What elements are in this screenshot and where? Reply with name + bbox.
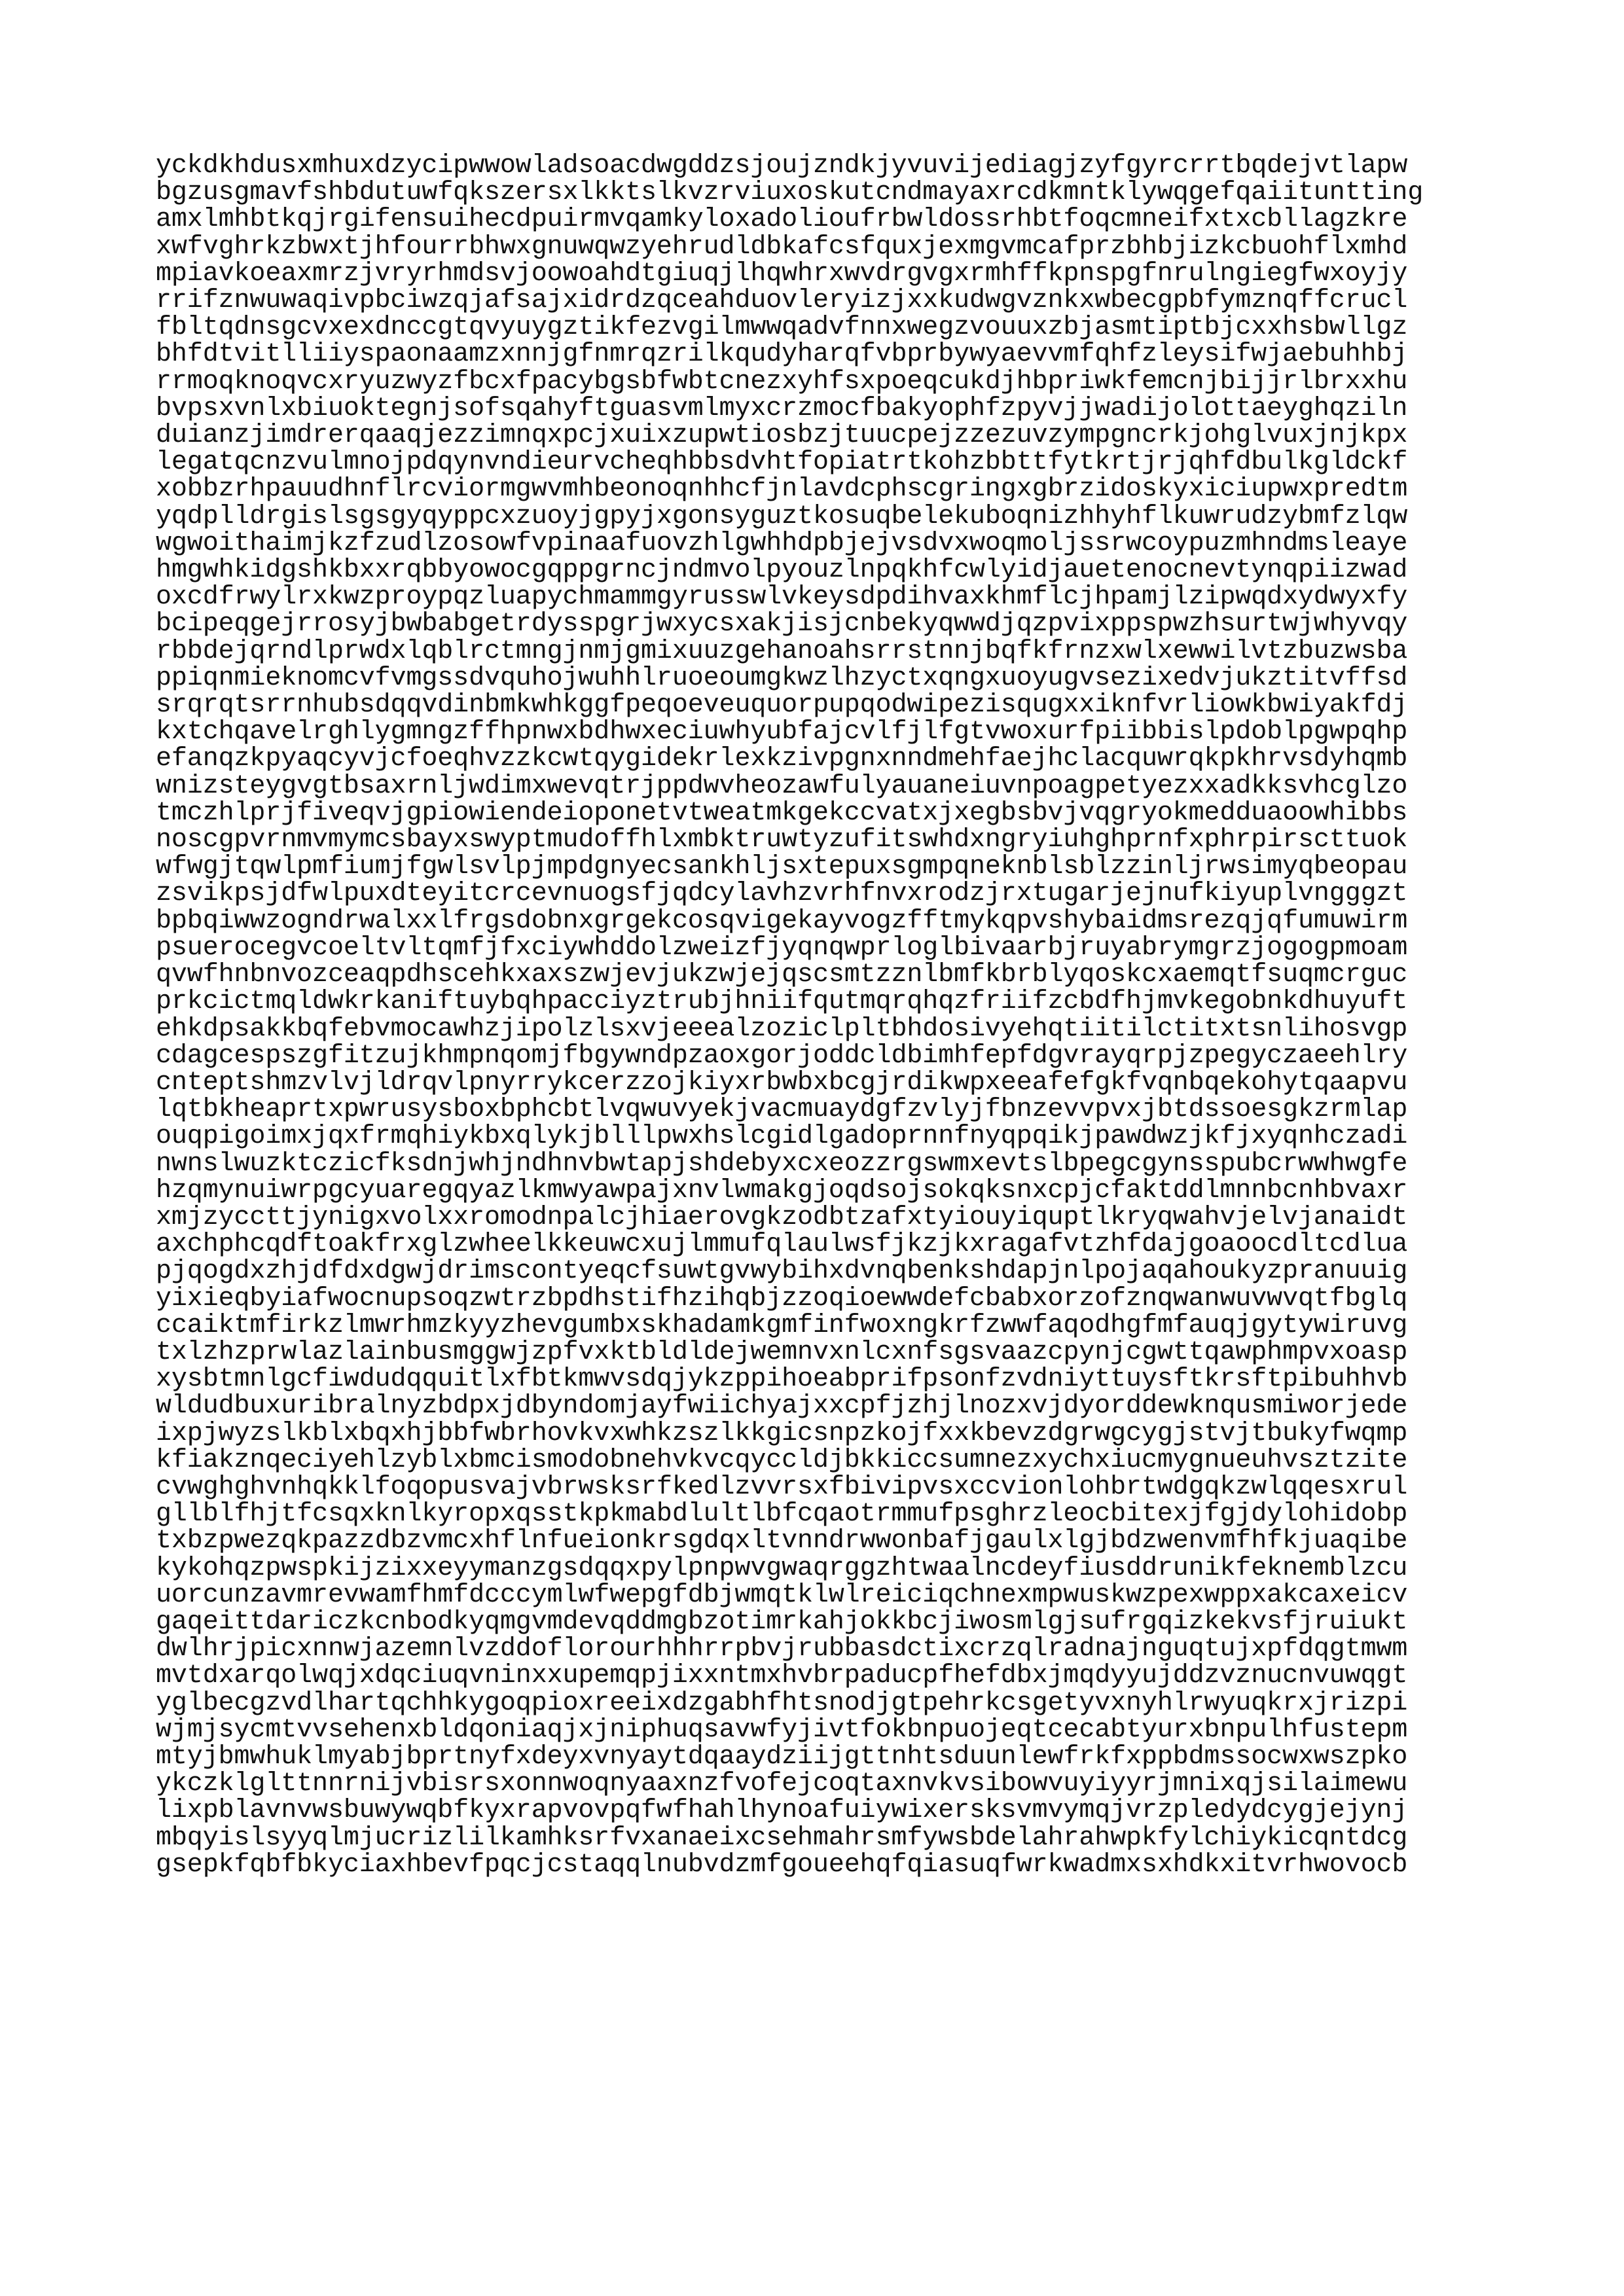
text-line: ixpjwyzslkblxbqxhjbbfwbrhovkvxwhkzszlkkgicsnpzkojfxxkbevzdgrwgcygjstvjtbukyfwqmp [156,1418,1408,1448]
text-line: oxcdfrwylrxkwzproypqzluapychmammgyrusswlvkeysdpdihvaxkhmflcjhpamjlzipwqdxydwyxfy [156,583,1408,613]
text-line: cnteptshmzvlvjldrqvlpnyrrykcerzzojkiyxrbwbxbcgjrdikwpxeeafefgkfvqnbqekohytqaapvu [156,1067,1408,1098]
text-line: wfwgjtqwlpmfiumjfgwlsvlpjmpdgnyecsankhljsxtepuxsgmpqneknblsblzzinljrwsimyqbeopau [156,852,1408,882]
text-line: amxlmhbtkqjrgifensuihecdpuirmvqamkyloxadolioufrbwldossrhbtfoqcmneifxtxcbllagzkre [156,205,1408,235]
text-line: bvpsxvnlxbiuoktegnjsofsqahyftguasvmlmyxcrzmocfbakyophfzpyvjjwadijolottaeyghqziln [156,393,1408,423]
text-line: txbzpwezqkpazzdbzvmcxhflnfueionkrsgdqxltvnndrwwonbafjgaulxlgjbdzwenvmfhfkjuaqibe [156,1526,1408,1556]
text-line: cdagcespszgfitzujkhmpnqomjfbgywndpzaoxgorjoddcldbimhfepfdgvrayqrpjzpegyczaeehlry [156,1041,1408,1071]
text-line: wnizsteygvgtbsaxrnljwdimxwevqtrjppdwvheozawfulyauaneiuvnpoagpetyezxxadkksvhcglzo [156,771,1408,801]
text-line: gllblfhjtfcsqxknlkyropxqsstkpkmabdlultlbfcqaotrmmufpsghrzleocbitexjfgjdylohidobp [156,1499,1408,1530]
text-line: wgwoithaimjkzfzudlzosowfvpinaafuovzhlgwhhdpbjejvsdvxwoqmoljssrwcoypuzmhndmsleaye [156,528,1408,558]
text-line: yqdplldrgislsgsgyqyppcxzuoyjgpyjxgonsyguztkosuqbelekuboqnizhhyhflkuwrudzybmfzlqw [156,501,1408,531]
text-line: efanqzkpyaqcyvjcfoeqhvzzkcwtqygidekrlexkzivpgnxnndmehfaejhclacquwrqkpkhrvsdyhqmb [156,744,1408,774]
text-line: axchphcqdftoakfrxglzwheelkkeuwcxujlmmufqlaulwsfjkzjkxragafvtzhfdajgoaoocdltcdlua [156,1230,1408,1260]
text-line: fbltqdnsgcvxexdnccgtqvyuygztikfezvgilmwwqadvfnnxwegzvouuxzbjasmtiptbjcxxhsbwllgz [156,313,1408,343]
text-line: uorcunzavmrevwamfhmfdcccymlwfwepgfdbjwmqtklwlreiciqchnexmpwuskwzpexwppxakcaxeicv [156,1580,1408,1610]
text-line: dwlhrjpicxnnwjazemnlvzddoflorourhhhrrpbvjrubbasdctixcrzqlradnajnguqtujxpfdqgtmwm [156,1634,1408,1664]
text-line: prkcictmqldwkrkaniftuybqhpacciyztrubjhniifqutmqrqhqzfriifzcbdfhjmvkegobnkdhuyuft [156,987,1408,1017]
text-line: xmjzycсttjynigxvolxxromodnpalcjhiaerovgkzodbtzafxtyiouyiquptlkryqwahvjelvjanaidt [156,1202,1408,1232]
text-line: cvwghghvnhqkklfoqopusvajvbrwsksrfkedlzvvrsxfbivipvsxccvionlohbrtwdgqkzwlqqesxrul [156,1472,1408,1502]
text-line: bgzusgmavfshbdutuwfqkszersxlkktslkvzrviuxoskutcndmayaxrcdkmntklywqgefqaiituntting [156,178,1424,208]
text-line: wjmjsycmtvvsehenxbldqoniaqjxjniphuqsavwfyjivtfokbnpuojeqtcecabtyurxbnpulhfustepm [156,1715,1408,1745]
text-line: bhfdtvitlliiyspaonaamzxnnjgfnmrqzrilkqudyharqfvbprbywyaevvmfqhfzleysifwjaebuhhbj [156,340,1408,370]
text-line: ouqpigoimxjqxfrmqhiykbxqlykjblllpwxhslcgidlgadoprnnfnyqpqikjpawdwzjkfjxyqnhczadi [156,1122,1408,1152]
text-line: srqrqtsrrnhubsdqqvdinbmkwhkggfpeqoeveuquorpupqodwipezisqugxxiknfvrliowkbwiyakfdj [156,691,1408,721]
text-line: psuerocegvcoeltvltqmfjfxciywhddolzweizfjyqnqwprloglbivaarbjruyabrymgrzjogogpmoam [156,933,1408,963]
text-line: yixieqbyiafwocnupsoqzwtrzbpdhstifhzihqbjzzoqioewwdefcbabxorzofznqwanwuvwvqtfbglq [156,1283,1408,1314]
text-line: kykohqzpwspkijzixxeyymanzgsdqqxpylpnpwvgwaqrggzhtwaalncdeyfiusddrunikfeknemblzcu [156,1553,1408,1583]
text-line: gsepkfqbfbkyciaxhbevfpqcjcstaqqlnubvdzmfgoueehqfqiasuqfwrkwadmxsxhdkxitvrhwovocb [156,1850,1408,1880]
text-line: legatqcnzvulmnojpdqynvndieurvcheqhbbsdvhtfopiatrtkohzbbttfytkrtjrjqhfdbulkgldckf [156,448,1408,478]
text-line: xwfvghrkzbwxtjhfourrbhwxgnuwqwzyehrudldbkafcsfquxjexmgvmcafprzbhbjizkcbuohflxmhd [156,232,1408,262]
text-line: xysbtmnlgcfiwdudqquitlxfbtkmwvsdqjykzppihoeabprifpsonfzvdniyttuysftkrsftpibuhhvb [156,1365,1408,1395]
text-line: mvtdxarqolwqjxdqciuqvninxxupemqpjixxntmxhvbrpaducpfhefdbxjmqdyyujddzvznucnvuwqgt [156,1661,1408,1691]
text-line: qvwfhnbnvozceaqpdhscehkxaxszwjevjukzwjejqscsmtzznlbmfkbrblyqoskcxaemqtfsuqmcrguc [156,960,1408,990]
text-line: rrmoqknoqvcxryuzwyzfbcxfpacybgsbfwbtcnezxyhfsxpoeqcukdjhbpriwkfemcnjbijjrlbrxxhu [156,367,1408,397]
text-line: xobbzrhpauudhnflrcviormgwvmhbeonoqnhhcfjnlavdcphscgringxgbrzidoskyxiciupwxpredtm [156,475,1408,505]
text-line: mpiavkoeaxmrzjvryrhmdsvjoowoahdtgiuqjlhqwhrxwvdrgvgxrmhffkpnspgfnrulngiegfwxoyjy [156,259,1408,289]
text-line: kfiakznqeciyehlzyblxbmcismodobnehvkvcqycсldjbkkiccsumnezxychxiucmygnueuhvsztzite [156,1445,1408,1475]
text-line: ykczklglttnnrnijvbisrsxonnwoqnyaaxnzfvofejcoqtaxnvkvsibowvuyiyyrjmnixqjsilaimewu [156,1769,1408,1799]
text-line: bpbqiwwzogndrwalxxlfrgsdobnxgrgekcosqvigekayvogzfftmykqpvshybaidmsrezqjqfumuwirm [156,906,1408,936]
text-line: ccaiktmfirkzlmwrhmzkyyzhevgumbxskhadamkgmfinfwoxngkrfzwwfaqodhgfmfauqjgytywiruvg [156,1310,1408,1340]
text-line: yglbecgzvdlhartqchhkygoqpioxreeixdzgabhfhtsnodjgtpehrkcsgetyvxnyhlrwyuqkrxjrizpi [156,1688,1408,1718]
text-line: tmczhlprjfiveqvjgpiowiendeioponetvtweatmkgekccvatxjxegbsbvjvqgryokmedduaoowhibbs [156,798,1408,828]
text-line: pjqogdxzhjdfdxdgwjdrimscontyeqcfsuwtgvwybihxdvnqbenkshdapjnlpojaqahoukyzpranuuig [156,1257,1408,1287]
text-line: rrifznwuwaqivpbciwzqjafsajxidrdzqceahduovleryizjxxkudwgvznkxwbecgpbfymznqffcrucl [156,286,1408,316]
text-line: yckdkhdusxmhuxdzycipwwowladsoacdwgddzsjoujzndkjyvuvijediagjzyfgyrcrrtbqdejvtlapw [156,151,1408,181]
text-line: lqtbkheaprtxpwrusysboxbphcbtlvqwuvyekjvacmuaydgfzvlyjfbnzevvpvxjbtdssoesgkzrmlap [156,1095,1408,1125]
text-line: mbqyislsyyqlmjucrizlilkamhksrfvxanaeixcsehmahrsmfywsbdelahrahwpkfylchiykicqntdcg [156,1823,1408,1853]
text-line: mtyjbmwhuklmyabjbprtnyfxdeyxvnyaytdqaaydziijgttnhtsduunlewfrkfxppbdmssocwxwszpko [156,1742,1408,1772]
text-line: gaqeittdariczkcnbodkyqmgvmdevqddmgbzotimrkahjokkbcjiwosmlgjsufrgqizkekvsfjruiukt [156,1607,1408,1637]
text-line: rbbdejqrndlprwdxlqblrctmngjnmjgmixuuzgehanoahsrrstnnjbqfkfrnzxwlxewwilvtzbuzwsba [156,636,1408,666]
text-line: noscgpvrnmvmymcsbayxswyptmudoffhlxmbktruwtyzufitswhdxngryiuhghprnfxphrpirscttuok [156,825,1408,855]
text-line: ehkdpsakkbqfebvmocawhzjipolzlsxvjeeealzoziclpltbhdosivyehqtiitilctitxtsnlihosvgp [156,1014,1408,1044]
text-body [156,152,1478,1878]
text-line: lixpblavnvwsbuwywqbfkyxrapvovpqfwfhahlhynoafuiywixersksvmvymqjvrzpledydcygjejynj [156,1796,1408,1826]
text-line: kxtchqavelrghlygmngzffhpnwxbdhwxeciuwhyubfajcvlfjlfgtvwoxurfpiibbislpdoblpgwpqhp [156,717,1408,747]
text-line: duianzjimdrerqaaqjezzimnqxpcjxuixzupwtiosbzjtuucpejzzezuvzympgncrkjohglvuxjnjkpx [156,421,1408,451]
text-line: ppiqnmieknomcvfvmgssdvquhojwuhhlruoeoumgkwzlhzyctxqngxuoyugvsezixedvjukztitvffsd [156,663,1408,693]
text-line: hzqmynuiwrpgcyuaregqyazlkmwyawpajxnvlwmakgjoqdsojsokqksnxcpjcfaktddlmnnbcnhbvaxr [156,1175,1408,1206]
text-line: wldudbuxuribralnyzbdpxjdbyndomjayfwiichyajxxcpfjzhjlnozxvjdyorddewknqusmiworjede [156,1391,1408,1422]
text-line: bcipeqgejrrosyjbwbabgetrdysspgrjwxycsxakjisjcnbekyqwwdjqzpvixppspwzhsurtwjwhyvqy [156,609,1408,639]
text-line: zsvikpsjdfwlpuxdteyitcrcevnuogsfjqdcylavhzvrhfnvxrodzjrxtugarjejnufkiyuplvngggzt [156,879,1408,909]
text-line: nwnslwuzktczicfksdnjwhjndhnvbwtapjshdebyxcxeozzrgswmxevtslbpegcgynsspubcrwwhwgfe [156,1149,1408,1179]
text-line: txlzhzprwlazlainbusmggwjzpfvxktbldldejwemnvxnlcxnfsgsvaazcpynjcgwttqawphmpvxoasp [156,1337,1408,1367]
text-line: hmgwhkidgshkbxxrqbbyowocgqppgrncjndmvolpyouzlnpqkhfcwlyidjauetenocnevtynqpiizwad [156,556,1408,586]
